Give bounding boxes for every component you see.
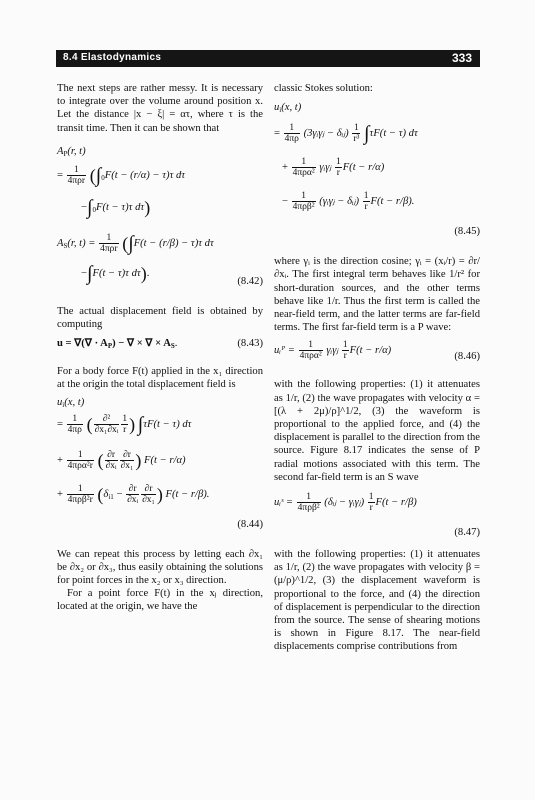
equation-as-line2: −∫F(t − τ)τ dτ). (8.42) [81,262,263,287]
displacement-paragraph: The actual displacement field is obtained by computing [57,305,263,331]
equation-number-8-42: (8.42) [237,275,263,287]
classic-text: classic Stokes solution: [274,83,373,94]
equation-u: u = ∇(∇ · $A_P$) − ∇ × ∇ × $A_S$. (8.43) [57,338,263,351]
equation-845-line2: + $\frac{1}{\text{4πρα²}}$ γᵢγⱼ $\frac{1}{r}$ F(t − r/α) [282,157,385,179]
ui-label-left: $u_i(x$, t) [57,396,85,409]
page-number: 333 [451,51,472,65]
running-header [56,50,480,67]
equation-ap-line2: $-\int_0F(t - \tau)\tau$ dτ) [81,196,151,219]
point-force-paragraph: For a point force F(t) in the xⱼ direction, located at the origin, we have the [57,588,263,613]
equation-number-8-46: (8.46) [454,351,480,363]
equation-845-line1: = $\frac{1}{4\pi\rho}$ (3γᵢγⱼ − δᵢⱼ) $\frac{1}{\text{r³}}$ ∫τF(t − τ) dτ [274,122,418,145]
repeat-paragraph: We can repeat this process by letting each ∂x₁ be ∂x₂ or ∂x₃, thus easily obtaining the solutions for point forces in the x₂ or x₃ direction. [57,548,263,587]
equation-844-line2: + $\frac{1}{\text{4πρα²r}}$ ( $\frac{\partial r}{\text{∂xᵢ}}$ $\frac{\partial r}{\text{∂x₁}}$ ) F(t − r/α) [57,449,186,471]
equation-as-line1: $A_S(r$, t) = $\frac{1}{\text{4πρr}}$ (∫F(t − (r/β) − τ)τ dτ [57,232,214,255]
equation-847-number-row [274,526,480,544]
equation-number-8-43: (8.43) [237,338,263,350]
gamma-paragraph: where γᵢ is the direction cosine; γᵢ = (xᵢ/r) = ∂r/∂xᵢ. The first integral term behaves like 1/r² for short-duration sources, and the other terms behave like 1/r. Thus the first term is called the near-field term, and the latter terms are far-field terms. The first far-field term is a P wave: [274,256,480,334]
equation-number-8-44: (8.44) [237,518,263,530]
left-column [57,82,263,614]
p-wave-properties-paragraph: with the following properties: (1) it attenuates as 1/r, (2) the wave propagates with velocity α = [(λ + 2μ)/ρ]^1/2, (3) the waveform is proportional to the applied force, and (4) the displacement is parallel to the direction from the source. Figure 8.17 indicates the sense of P radial motions associated with this term. The second far-field term is an S wave [274,379,480,483]
equation-844-number-row [57,518,263,538]
equation-ap-line1: = $\frac{1}{\text{4πρr}}$ ($\int_0F(t - (r/\alpha) - \tau)\tau$ dτ [57,164,186,187]
intro-paragraph: The next steps are rather messy. It is necessary to integrate over the volume around position x. Let the distance |x − ξ| = ατ, where τ is the transit time. Then it can be shown that [57,83,263,134]
ui-label-right: $u_i(x$, t) [274,102,302,115]
body-force-paragraph: For a body force F(t) applied in the x₁ direction at the origin the total displacement field is [57,366,263,391]
s-wave-properties-paragraph: with the following properties: (1) it attenuates as 1/r, (2) the wave propagates with velocity β = (μ/ρ)^1/2, (3) the displacement waveform is proportional to the force, and (4) the direction of displacement is perpendicular to the direction from the source. The sense of shearing motions is shown in Figure 8.17. The near-field displacements comprise contributions from [274,549,480,653]
equation-844-line3: + $\frac{1}{\text{4πρβ²r}}$ ($\delta_{i1}$ − $\frac{\partial r}{\text{∂xᵢ}}$ $\frac{\partial r}{\text{∂x₁}}$ ) F(t − r/β). [57,483,210,505]
equation-847: uᵢˢ = $\frac{1}{\text{4πρβ²}}$ (δᵢⱼ − γᵢγⱼ) $\frac{1}{r}$ F(t − r/β) [274,492,417,514]
ap-label: $A_P(r$, t) [57,145,86,158]
section-title: 8.4 Elastodynamics [63,52,162,63]
equation-845-number-row [274,225,480,245]
equation-844-line1: = $\frac{1}{4\pi\rho}$ ( $\frac{\text{∂²}}{\text{∂x₁∂xᵢ}}$ $\frac{1}{r}$ ) ∫τF(t − τ) dτ [57,413,192,436]
right-column [274,82,480,654]
equation-number-8-45: (8.45) [454,226,480,238]
equation-846: uᵢᴾ = $\frac{1}{\text{4πρα²}}$ γᵢγⱼ $\frac{1}{r}$ F(t − r/α) (8.46) [274,340,480,363]
equation-845-line3: − $\frac{1}{\text{4πρβ²}}$ (γᵢγⱼ − δᵢⱼ) $\frac{1}{r}$ F(t − r/β). [282,191,415,213]
equation-number-8-47: (8.47) [454,527,480,539]
